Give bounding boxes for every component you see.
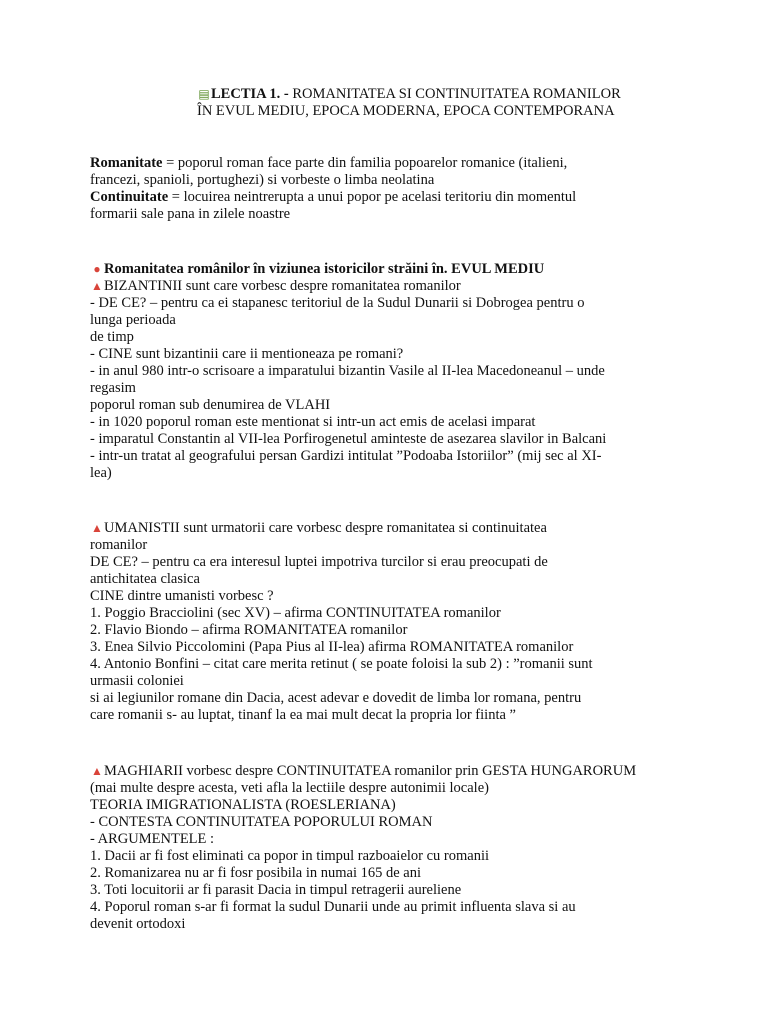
definitions-section <box>90 155 690 223</box>
text-line: - ARGUMENTELE : <box>90 831 215 847</box>
text-line: ▲MAGHIARII vorbesc despre CONTINUITATEA romanilor prin GESTA HUNGARORUM <box>91 763 637 779</box>
text-line: - imparatul Constantin al VII-lea Porfirogenetul aminteste de asezarea slavilor in Balcani <box>90 431 607 447</box>
text-line: ▲BIZANTINII sunt care vorbesc despre romanitatea romanilor <box>91 278 461 294</box>
title-bold: LECTIA 1. - <box>211 86 289 102</box>
text-line: romanilor <box>90 537 148 553</box>
text-line: DE CE? – pentru ca era interesul luptei impotriva turcilor si erau preocupati de <box>90 554 548 570</box>
definition-continuitate: Continuitate = locuirea neintrerupta a unui popor pe acelasi teritoriu din momentul <box>90 189 577 205</box>
text-line: devenit ortodoxi <box>90 916 186 932</box>
text-line: 1. Poggio Bracciolini (sec XV) – afirma CONTINUITATEA romanilor <box>90 605 501 621</box>
term-continuitate: Continuitate <box>90 189 169 205</box>
text-line: lea) <box>90 465 112 481</box>
text-line: (mai multe despre acesta, veti afla la lectiile despre autonimii locale) <box>90 780 489 796</box>
text-line: 3. Enea Silvio Piccolomini (Papa Pius al II-lea) afirma ROMANITATEA romanilor <box>90 639 574 655</box>
section-heading: ● Romanitatea românilor în viziunea istoricilor străini în. EVUL MEDIU <box>90 261 690 278</box>
text-line: CINE dintre umanisti vorbesc ? <box>90 588 274 604</box>
lesson-title <box>197 86 621 120</box>
section-hungarians <box>90 763 690 933</box>
text-line: lunga perioada <box>90 312 176 328</box>
text-line: care romanii s- au luptat, tinanf la ea mai mult decat la propria lor fiinta ” <box>90 707 516 723</box>
text-line: de timp <box>90 329 134 345</box>
text-line: - DE CE? – pentru ca ei stapanesc teritoriul de la Sudul Dunarii si Dobrogea pentru o <box>90 295 585 311</box>
text-line: si ai legiunilor romane din Dacia, acest adevar e dovedit de limba lor romana, pentru <box>90 690 582 706</box>
text-line: antichitatea clasica <box>90 571 200 587</box>
term-romanitate: Romanitate <box>90 155 163 171</box>
definition-romanitate: Romanitate = poporul roman face parte din familia popoarelor romanice (italieni, <box>90 155 568 171</box>
text-line: - in anul 980 intr-o scrisoare a imparatului bizantin Vasile al II-lea Macedoneanul – unde <box>90 363 605 379</box>
text-line: poporul roman sub denumirea de VLAHI <box>90 397 331 413</box>
pin-icon: ● <box>93 262 101 276</box>
definition-line: formarii sale pana in zilele noastre <box>90 206 291 222</box>
title-line-2: ÎN EVUL MEDIU, EPOCA MODERNA, EPOCA CONTEMPORANA <box>197 103 615 119</box>
text-line: - in 1020 poporul roman este mentionat si intr-un act emis de acelasi imparat <box>90 414 536 430</box>
text-line: ▲UMANISTII sunt urmatorii care vorbesc despre romanitatea si continuitatea <box>91 520 547 536</box>
text-line: 2. Flavio Biondo – afirma ROMANITATEA romanilor <box>90 622 408 638</box>
text-line: 4. Poporul roman s-ar fi format la sudul Dunarii unde au primit influenta slava si au <box>90 899 576 915</box>
section-humanists <box>90 520 690 724</box>
pushpin-icon: ▲ <box>91 279 103 293</box>
title-rest: ROMANITATEA SI CONTINUITATEA ROMANILOR <box>288 86 621 102</box>
definition-line: francezi, spanioli, portughezi) si vorbeste o limba neolatina <box>90 172 435 188</box>
text-line: 3. Toti locuitorii ar fi parasit Dacia in timpul retragerii aureliene <box>90 882 462 898</box>
text-line: regasim <box>90 380 136 396</box>
books-icon: ▤ <box>198 87 210 101</box>
text-line: TEORIA IMIGRATIONALISTA (ROESLERIANA) <box>90 797 396 813</box>
text-line: - CINE sunt bizantinii care ii mentioneaza pe romani? <box>90 346 404 362</box>
text-line: 1. Dacii ar fi fost eliminati ca popor in timpul razboaielor cu romanii <box>90 848 490 864</box>
text-line: - CONTESTA CONTINUITATEA POPORULUI ROMAN <box>90 814 433 830</box>
text-line: - intr-un tratat al geografului persan Gardizi intitulat ”Podoaba Istoriilor” (mij sec al XI- <box>90 448 602 464</box>
section-middle-ages <box>90 261 690 482</box>
text-line: urmasii coloniei <box>90 673 184 689</box>
text-line: 2. Romanizarea nu ar fi fosr posibila in numai 165 de ani <box>90 865 421 881</box>
title-line-1 <box>197 86 621 103</box>
pushpin-icon: ▲ <box>91 764 103 778</box>
pushpin-icon: ▲ <box>91 521 103 535</box>
text-line: 4. Antonio Bonfini – citat care merita retinut ( se poate foloisi la sub 2) : ”romanii sunt <box>90 656 593 672</box>
